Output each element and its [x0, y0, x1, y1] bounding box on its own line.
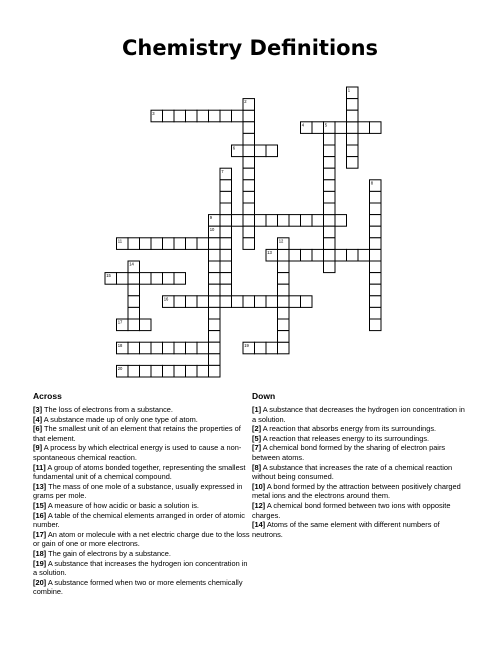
grid-cell[interactable] — [255, 342, 267, 354]
grid-cell[interactable] — [370, 203, 382, 215]
grid-cell[interactable] — [312, 215, 324, 227]
down-clue — [252, 405, 470, 424]
down-clue — [252, 520, 470, 539]
clue-number: [20] — [33, 577, 47, 587]
grid-cell[interactable] — [278, 319, 290, 331]
grid-cell[interactable] — [174, 238, 186, 250]
clue-number: [8] — [252, 462, 262, 472]
grid-cell[interactable] — [209, 342, 221, 354]
grid-cell[interactable] — [301, 215, 313, 227]
grid-number: 4 — [301, 122, 305, 128]
grid-cell[interactable] — [266, 215, 278, 227]
grid-cell[interactable] — [174, 342, 186, 354]
grid-number: 18 — [117, 342, 123, 348]
clue-text: A measure of how acidic or basic a solution is. — [47, 500, 199, 510]
clue-number: [18] — [33, 548, 47, 558]
grid-cell[interactable] — [209, 319, 221, 331]
grid-number: 16 — [163, 296, 169, 302]
grid-cell[interactable] — [370, 226, 382, 238]
grid-cell[interactable] — [174, 365, 186, 377]
clue-text: A substance that increases the hydrogen ion concentration in a solution. — [33, 558, 248, 578]
grid-cell[interactable] — [335, 215, 347, 227]
grid-cell[interactable] — [220, 180, 232, 192]
clue-text: The smallest unit of an element that retains the properties of that element. — [33, 424, 241, 443]
grid-cell[interactable] — [117, 273, 129, 285]
clue-text: The gain of electrons by a substance. — [48, 548, 171, 558]
clue-number: [17] — [33, 529, 47, 539]
grid-cell[interactable] — [358, 122, 370, 134]
grid-number: 6 — [232, 145, 236, 151]
grid-cell[interactable] — [140, 319, 152, 331]
down-clue — [252, 501, 470, 520]
grid-cell[interactable] — [370, 249, 382, 261]
clue-number: [16] — [33, 510, 47, 520]
grid-cell[interactable] — [324, 249, 336, 261]
down-clue-list — [252, 405, 470, 539]
grid-cell[interactable] — [197, 342, 209, 354]
grid-cell[interactable] — [278, 342, 290, 354]
grid-cell[interactable] — [209, 284, 221, 296]
grid-cell[interactable] — [370, 238, 382, 250]
grid-number: 10 — [209, 226, 215, 232]
grid-cell[interactable] — [243, 215, 255, 227]
grid-cell[interactable] — [197, 238, 209, 250]
grid-number: 12 — [278, 238, 284, 244]
grid-cell[interactable] — [347, 99, 359, 111]
down-clue — [252, 463, 470, 482]
across-clue — [33, 463, 251, 482]
grid-cell[interactable] — [140, 342, 152, 354]
grid-cell[interactable] — [220, 284, 232, 296]
grid-cell[interactable] — [370, 273, 382, 285]
grid-cell[interactable] — [278, 261, 290, 273]
grid-cell[interactable] — [370, 284, 382, 296]
grid-cell[interactable] — [370, 307, 382, 319]
grid-cell[interactable] — [347, 133, 359, 145]
clue-text: A substance made up of only one type of atom. — [43, 414, 198, 424]
clue-number: [10] — [252, 481, 266, 491]
clue-text: The mass of one mole of a substance, usually expressed in grams per mole. — [33, 481, 243, 501]
grid-cell[interactable] — [243, 180, 255, 192]
grid-cell[interactable] — [220, 215, 232, 227]
grid-cell[interactable] — [186, 296, 198, 308]
clue-number: [9] — [33, 443, 43, 453]
clue-text: A bond formed by the attraction between positively charged metal ions and the electrons around them. — [252, 481, 461, 501]
clue-text: A substance that decreases the hydrogen ion concentration in a solution. — [252, 405, 465, 424]
clue-text: A reaction that absorbs energy from its surroundings. — [262, 424, 437, 434]
grid-cell[interactable] — [209, 296, 221, 308]
grid-cell[interactable] — [209, 331, 221, 343]
grid-cell[interactable] — [370, 261, 382, 273]
clue-text: A table of the chemical elements arranged in order of atomic number. — [33, 510, 246, 530]
grid-cell[interactable] — [220, 191, 232, 203]
grid-cell[interactable] — [324, 261, 336, 273]
grid-cell[interactable] — [278, 215, 290, 227]
grid-cell[interactable] — [197, 110, 209, 122]
grid-cell[interactable] — [324, 133, 336, 145]
grid-cell[interactable] — [243, 133, 255, 145]
grid-cell[interactable] — [370, 122, 382, 134]
across-clue — [33, 549, 251, 559]
grid-cell[interactable] — [243, 226, 255, 238]
grid-cell[interactable] — [243, 296, 255, 308]
grid-cell[interactable] — [324, 157, 336, 169]
clue-number: [1] — [252, 405, 262, 414]
clue-text: Atoms of the same element with different numbers of neutrons. — [252, 520, 440, 539]
across-clue — [33, 511, 251, 530]
grid-cell[interactable] — [220, 110, 232, 122]
grid-cell[interactable] — [335, 122, 347, 134]
grid-cell[interactable] — [312, 249, 324, 261]
grid-cell[interactable] — [289, 296, 301, 308]
grid-cell[interactable] — [209, 110, 221, 122]
grid-cell[interactable] — [324, 238, 336, 250]
grid-cell[interactable] — [209, 354, 221, 366]
grid-number: 9 — [209, 215, 213, 221]
clue-number: [14] — [252, 520, 266, 530]
grid-cell[interactable] — [220, 273, 232, 285]
grid-cell[interactable] — [197, 296, 209, 308]
grid-cell[interactable] — [312, 122, 324, 134]
clue-text: The loss of electrons from a substance. — [43, 405, 173, 414]
grid-cell[interactable] — [163, 110, 175, 122]
grid-cell[interactable] — [209, 238, 221, 250]
grid-cell[interactable] — [128, 307, 140, 319]
grid-cell[interactable] — [243, 145, 255, 157]
clue-text: An atom or molecule with a net electric charge due to the loss or gain of one or more electrons. — [33, 529, 250, 549]
clue-text: A substance that increases the rate of a chemical reaction without being consumed. — [252, 462, 453, 482]
across-clue — [33, 559, 251, 578]
grid-number: 17 — [117, 319, 123, 325]
grid-cell[interactable] — [278, 273, 290, 285]
grid-number: 11 — [117, 238, 123, 244]
grid-cell[interactable] — [278, 296, 290, 308]
grid-cell[interactable] — [128, 238, 140, 250]
grid-cell[interactable] — [324, 168, 336, 180]
grid-cell[interactable] — [347, 157, 359, 169]
grid-cell[interactable] — [186, 342, 198, 354]
down-clue — [252, 434, 470, 444]
grid-number: 8 — [370, 180, 374, 186]
grid-cell[interactable] — [140, 238, 152, 250]
grid-cell[interactable] — [347, 145, 359, 157]
clue-number: [11] — [33, 462, 46, 472]
across-clue — [33, 578, 251, 597]
grid-cell[interactable] — [301, 249, 313, 261]
grid-cell[interactable] — [324, 191, 336, 203]
grid-cell[interactable] — [163, 365, 175, 377]
clue-number: [3] — [33, 405, 43, 414]
across-clue — [33, 501, 251, 511]
down-clue — [252, 424, 470, 434]
grid-cell[interactable] — [220, 249, 232, 261]
grid-cell[interactable] — [151, 238, 163, 250]
grid-cell[interactable] — [243, 110, 255, 122]
grid-number: 5 — [324, 122, 328, 128]
grid-cell[interactable] — [243, 238, 255, 250]
grid-cell[interactable] — [324, 145, 336, 157]
page-title: Chemistry Definitions — [121, 36, 379, 60]
grid-number: 3 — [152, 110, 155, 116]
across-clue-list — [33, 405, 251, 597]
grid-cell[interactable] — [128, 319, 140, 331]
grid-cell[interactable] — [232, 296, 244, 308]
grid-cell[interactable] — [151, 273, 163, 285]
grid-cell[interactable] — [209, 307, 221, 319]
grid-number: 15 — [106, 273, 111, 279]
grid-cell[interactable] — [151, 365, 163, 377]
clue-number: [13] — [33, 481, 47, 491]
down-heading: Down — [252, 391, 276, 401]
grid-cell[interactable] — [128, 296, 140, 308]
grid-cell[interactable] — [220, 203, 232, 215]
grid-cell[interactable] — [266, 342, 278, 354]
grid-cell[interactable] — [255, 145, 267, 157]
grid-cell[interactable] — [347, 110, 359, 122]
across-clue — [33, 415, 251, 425]
grid-cell[interactable] — [186, 110, 198, 122]
grid-cell[interactable] — [266, 296, 278, 308]
grid-cell[interactable] — [255, 215, 267, 227]
grid-cell[interactable] — [128, 342, 140, 354]
grid-cell[interactable] — [255, 296, 267, 308]
grid-cell[interactable] — [209, 261, 221, 273]
grid-cell[interactable] — [186, 365, 198, 377]
grid-cell[interactable] — [324, 203, 336, 215]
grid-cell[interactable] — [324, 226, 336, 238]
grid-cell[interactable] — [151, 342, 163, 354]
grid-cell[interactable] — [278, 249, 290, 261]
across-heading: Across — [33, 391, 62, 401]
grid-number: 14 — [129, 261, 134, 267]
grid-cell[interactable] — [220, 226, 232, 238]
grid-cell[interactable] — [278, 284, 290, 296]
clue-text: A chemical bond formed between two ions with opposite charges. — [252, 500, 451, 520]
grid-cell[interactable] — [370, 215, 382, 227]
down-clue — [252, 482, 470, 501]
grid-cell[interactable] — [289, 215, 301, 227]
grid-cell[interactable] — [197, 365, 209, 377]
grid-cell[interactable] — [289, 249, 301, 261]
grid-cell[interactable] — [128, 365, 140, 377]
grid-number: 7 — [221, 168, 224, 174]
grid-cell[interactable] — [220, 296, 232, 308]
clue-number: [7] — [252, 443, 262, 453]
grid-cell[interactable] — [266, 145, 278, 157]
grid-cell[interactable] — [140, 365, 152, 377]
grid-cell[interactable] — [163, 273, 175, 285]
grid-cell[interactable] — [301, 296, 313, 308]
clue-number: [5] — [252, 433, 262, 443]
across-clue — [33, 424, 251, 443]
grid-cell[interactable] — [278, 331, 290, 343]
grid-cell[interactable] — [347, 122, 359, 134]
grid-cell[interactable] — [140, 273, 152, 285]
grid-cell[interactable] — [174, 110, 186, 122]
clue-number: [15] — [33, 500, 47, 510]
grid-cell[interactable] — [220, 261, 232, 273]
grid-cell[interactable] — [163, 342, 175, 354]
clue-number: [4] — [33, 414, 43, 424]
grid-cell[interactable] — [370, 191, 382, 203]
clue-text: A group of atoms bonded together, representing the smallest fundamental unit of a chemical compound. — [33, 462, 246, 482]
grid-cell[interactable] — [174, 296, 186, 308]
grid-cell[interactable] — [209, 365, 221, 377]
grid-cell[interactable] — [186, 238, 198, 250]
grid-cell[interactable] — [278, 307, 290, 319]
grid-cell[interactable] — [128, 284, 140, 296]
down-clue — [252, 443, 470, 462]
grid-cell[interactable] — [243, 122, 255, 134]
grid-number: 2 — [244, 99, 247, 105]
grid-cell[interactable] — [324, 180, 336, 192]
grid-cell[interactable] — [220, 238, 232, 250]
grid-cell[interactable] — [358, 249, 370, 261]
grid-cell[interactable] — [232, 215, 244, 227]
grid-cell[interactable] — [243, 157, 255, 169]
clue-number: [19] — [33, 558, 47, 568]
grid-cell[interactable] — [347, 249, 359, 261]
across-clue — [33, 482, 251, 501]
grid-number: 19 — [244, 342, 249, 348]
grid-number: 1 — [347, 87, 351, 93]
clue-text: A chemical bond formed by the sharing of electron pairs between atoms. — [252, 443, 446, 462]
clue-number: [6] — [33, 424, 43, 434]
grid-cell[interactable] — [163, 238, 175, 250]
clue-number: [2] — [252, 424, 262, 434]
clue-text: A substance formed when two or more elements chemically combine. — [33, 577, 243, 597]
grid-cell[interactable] — [128, 273, 140, 285]
grid-cell[interactable] — [232, 110, 244, 122]
clue-text: A process by which electrical energy is used to cause a non-spontaneous chemical reaction. — [33, 443, 242, 462]
clue-number: [12] — [252, 500, 266, 510]
grid-cell[interactable] — [243, 168, 255, 180]
grid-cell[interactable] — [243, 191, 255, 203]
grid-cell[interactable] — [209, 273, 221, 285]
grid-cell[interactable] — [243, 203, 255, 215]
grid-cell[interactable] — [174, 273, 186, 285]
grid-number: 20 — [117, 366, 123, 371]
grid-cell[interactable] — [324, 215, 336, 227]
grid-cell[interactable] — [335, 249, 347, 261]
grid-cell[interactable] — [370, 319, 382, 331]
clue-text: A reaction that releases energy to its surroundings. — [262, 433, 430, 443]
across-clue — [33, 405, 251, 415]
grid-cell[interactable] — [370, 296, 382, 308]
grid-cell[interactable] — [209, 249, 221, 261]
grid-number: 13 — [267, 250, 272, 255]
across-clue — [33, 530, 251, 549]
across-clue — [33, 443, 251, 462]
